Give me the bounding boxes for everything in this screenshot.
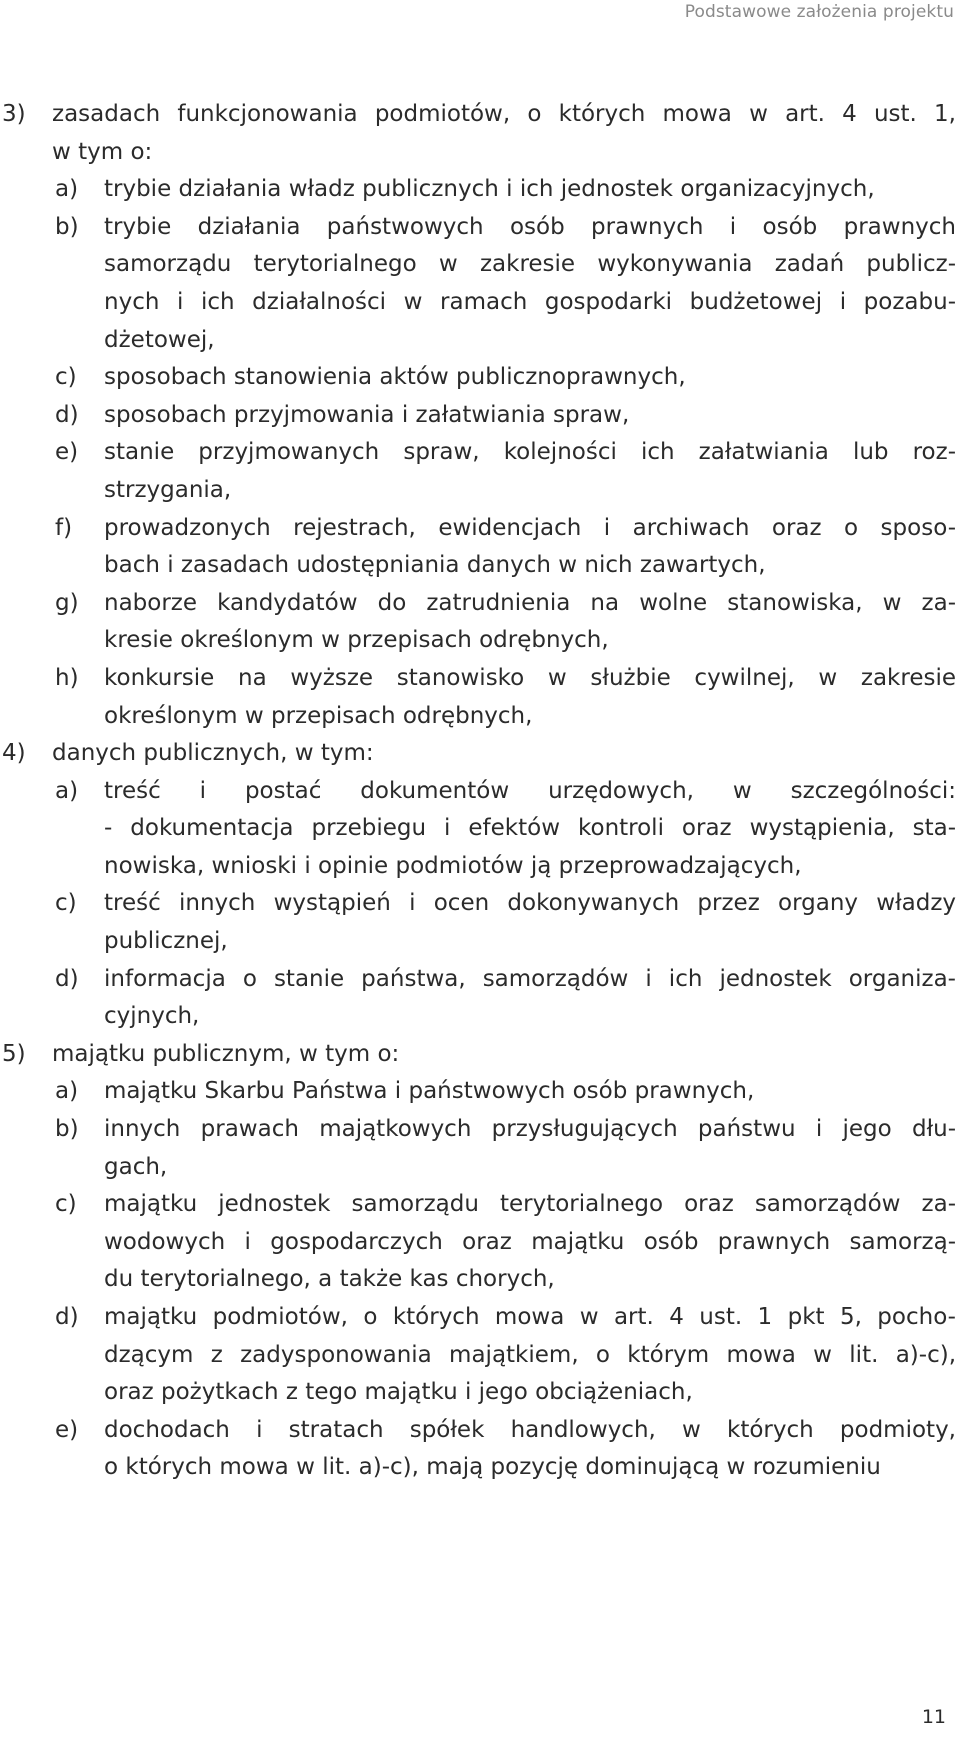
item-text-line: danych publicznych, w tym: — [52, 740, 374, 767]
item-label: b) — [55, 213, 79, 240]
sub-list-item — [0, 1111, 960, 1186]
item-label: c) — [55, 364, 77, 391]
document-body — [0, 96, 960, 1487]
item-label: f) — [55, 514, 73, 541]
item-label: a) — [55, 1078, 79, 1105]
item-label: 5) — [2, 1040, 26, 1067]
item-text-line: majątku Skarbu Państwa i państwowych osób prawnych, — [104, 1078, 755, 1105]
item-label: d) — [55, 1304, 79, 1330]
item-text-line: informacja o stanie państwa, samorządów i ich jednostek organiza- — [104, 965, 956, 992]
sub-list-item — [0, 585, 960, 660]
list-item — [0, 735, 960, 773]
sub-list-item — [0, 434, 960, 509]
item-text-line: treść i postać dokumentów urzędowych, w szczególności: — [104, 777, 956, 804]
item-label: 4) — [2, 740, 26, 767]
item-text-line: w tym o: — [52, 138, 153, 165]
item-label: c) — [55, 1191, 77, 1218]
item-text-line: prowadzonych rejestrach, ewidencjach i archiwach oraz o sposo- — [104, 514, 956, 541]
item-text-line: dżetowej, — [104, 326, 215, 353]
sub-list-item — [0, 397, 960, 435]
item-label: a) — [55, 176, 79, 203]
item-text-line: du terytorialnego, a także kas chorych, — [104, 1266, 555, 1293]
item-text-line: majątku jednostek samorządu terytorialnego oraz samorządów za- — [104, 1191, 956, 1218]
sub-list-item — [0, 885, 960, 960]
item-text-line: trybie działania państwowych osób prawnych i osób prawnych — [104, 213, 956, 240]
item-label: e) — [55, 439, 79, 466]
item-text-line: trybie działania władz publicznych i ich jednostek organizacyjnych, — [104, 176, 875, 203]
item-text-line: innych prawach majątkowych przysługujących państwu i jego dłu- — [104, 1116, 956, 1143]
sub-list-item — [0, 171, 960, 209]
item-text-line: określonym w przepisach odrębnych, — [104, 702, 533, 729]
item-text-line: o których mowa w lit. a)-c), mają pozycję dominującą w rozumieniu — [104, 1454, 881, 1481]
item-text-line: gach, — [104, 1153, 168, 1180]
item-text-line: cyjnych, — [104, 1003, 200, 1030]
item-label: c) — [55, 890, 77, 917]
item-label: 3) — [2, 101, 26, 127]
item-text-line: oraz pożytkach z tego majątku i jego obciążeniach, — [104, 1379, 693, 1406]
item-text-line: strzygania, — [104, 476, 232, 503]
list-item — [0, 96, 960, 171]
item-text-line: zasadach funkcjonowania podmiotów, o których mowa w art. 4 ust. 1, — [52, 101, 956, 127]
item-text-line: - dokumentacja przebiegu i efektów kontroli oraz wystąpienia, sta- — [104, 815, 956, 842]
sub-list-item — [0, 209, 960, 359]
item-text-line: dzącym z zadysponowania majątkiem, o którym mowa w lit. a)-c), — [104, 1341, 956, 1368]
item-text-line: sposobach stanowienia aktów publicznoprawnych, — [104, 364, 686, 391]
page-number: 11 — [921, 1706, 946, 1728]
item-text-line: naborze kandydatów do zatrudnienia na wolne stanowiska, w za- — [104, 589, 956, 616]
running-header: Podstawowe założenia projektu — [684, 2, 954, 22]
item-text-line: majątku podmiotów, o których mowa w art. 4 ust. 1 pkt 5, pocho- — [104, 1304, 956, 1330]
item-text-line: majątku publicznym, w tym o: — [52, 1040, 400, 1067]
item-text-line: sposobach przyjmowania i załatwiania spraw, — [104, 401, 630, 428]
item-label: g) — [55, 589, 79, 616]
list-item — [0, 1036, 960, 1074]
item-text-line: stanie przyjmowanych spraw, kolejności ich załatwiania lub roz- — [104, 439, 956, 466]
sub-list-item — [0, 510, 960, 585]
item-text-line: dochodach i stratach spółek handlowych, w których podmioty, — [104, 1416, 956, 1443]
sub-list-item — [0, 1186, 960, 1299]
item-label: d) — [55, 401, 79, 428]
sub-list-item — [0, 1299, 960, 1412]
sub-list-item — [0, 961, 960, 1036]
item-text-line: nych i ich działalności w ramach gospodarki budżetowej i pozabu- — [104, 288, 956, 315]
sub-list-item — [0, 1073, 960, 1111]
item-text-line: konkursie na wyższe stanowisko w służbie cywilnej, w zakresie — [104, 664, 956, 691]
item-text-line: bach i zasadach udostępniania danych w nich zawartych, — [104, 552, 766, 579]
sub-list-item — [0, 773, 960, 886]
item-text-line: samorządu terytorialnego w zakresie wykonywania zadań publicz- — [104, 251, 956, 278]
item-label: a) — [55, 777, 79, 804]
sub-list-item — [0, 1412, 960, 1487]
item-text-line: kresie określonym w przepisach odrębnych, — [104, 627, 609, 654]
item-text-line: treść innych wystąpień i ocen dokonywanych przez organy władzy — [104, 890, 956, 917]
sub-list-item — [0, 359, 960, 397]
item-text-line: nowiska, wnioski i opinie podmiotów ją przeprowadzających, — [104, 852, 802, 879]
item-text-line: publicznej, — [104, 928, 228, 955]
item-label: d) — [55, 965, 79, 992]
item-label: h) — [55, 664, 79, 691]
item-label: e) — [55, 1416, 79, 1443]
item-label: b) — [55, 1116, 79, 1143]
item-text-line: wodowych i gospodarczych oraz majątku osób prawnych samorzą- — [104, 1228, 956, 1255]
sub-list-item — [0, 660, 960, 735]
